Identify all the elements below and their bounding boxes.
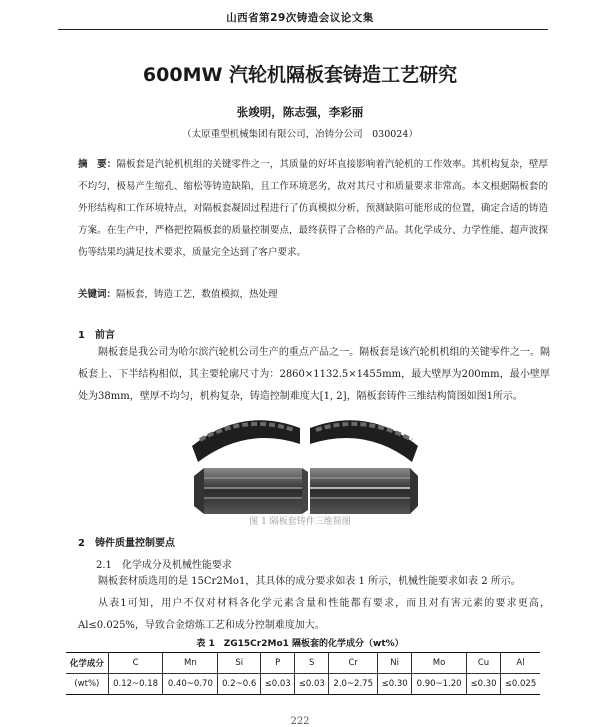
section-2-1-heading: 2.1 化学成分及机械性能要求	[96, 560, 232, 571]
table-cell: (wt%)	[66, 674, 108, 695]
paper-authors: 张竣明，陈志强，李彩丽	[236, 105, 364, 119]
table-header-cell: Cr	[329, 653, 378, 674]
table-cell: 0.40~0.70	[163, 674, 218, 695]
table-cell: ≤0.03	[295, 674, 329, 695]
table-header-cell: C	[108, 653, 163, 674]
running-header: 山西省第29次铸造会议论文集	[226, 12, 374, 24]
table-cell: ≤0.30	[466, 674, 500, 695]
page-number: 222	[290, 716, 310, 727]
table-header-cell: P	[261, 653, 295, 674]
table-row	[66, 674, 540, 695]
keywords-text: 隔板套，铸造工艺，数值模拟，热处理	[116, 289, 278, 300]
figure-1-image	[186, 410, 422, 518]
abstract	[78, 154, 548, 264]
table-header-cell: 化学成分	[66, 653, 108, 674]
section-1-paragraph: 隔板套是我公司为哈尔滨汽轮机公司生产的重点产品之一。隔板套是该汽轮机机组的关键零件之一。隔板套上、下半结构相似，其主要轮廓尺寸为：2860×1132.5×1455mm，最大壁厚为200mm，最小壁厚处为38mm，壁厚不均匀，机构复杂，铸造控制难度大[1, 2]，隔板套铸件三维结构简图如图1所示。	[78, 347, 550, 402]
table-cell: 0.2~0.6	[218, 674, 261, 695]
table-header-cell: Ni	[378, 653, 412, 674]
table-cell: ≤0.30	[378, 674, 412, 695]
table-header-cell: Al	[501, 653, 540, 674]
keywords	[78, 286, 548, 300]
section-2-heading: 2 铸件质量控制要点	[78, 538, 175, 549]
table-header-cell: Si	[218, 653, 261, 674]
header-rule	[58, 29, 548, 30]
table-cell: 0.12~0.18	[108, 674, 163, 695]
figure-1-caption: 图 1 隔板套铸件三维简图	[249, 517, 351, 527]
table-1-chemical-composition	[66, 652, 540, 695]
table-header-cell: S	[295, 653, 329, 674]
table-cell: ≤0.025	[501, 674, 540, 695]
table-cell: ≤0.03	[261, 674, 295, 695]
abstract-label: 摘 要：	[78, 159, 117, 170]
section-1-heading: 1 前言	[78, 330, 115, 341]
table-1-caption: 表 1 ZG15Cr2Mo1 隔板套的化学成分（wt%）	[196, 639, 404, 649]
section-2-paragraph-2: 从表1可知，用户不仅对材料各化学元素含量和性能都有要求，而且对有害元素的要求更高，Al≤0.025%，导致合金熔炼工艺和成分控制难度加大。	[78, 598, 550, 631]
abstract-text: 隔板套是汽轮机机组的关键零件之一，其质量的好坏直接影响着汽轮机的工作效率。其机构复杂，壁厚不均匀，极易产生缩孔、缩松等铸造缺陷，且工作环境恶劣，故对其尺寸和质量要求非常高。本文根据隔板套的外形结构和工作环境特点，对隔板套凝固过程进行了仿真模拟分析，预测缺陷可能形成的位置，确定合适的铸造方案。在生产中，严格把控隔板套的质量控制要点，最终获得了合格的产品。其化学成分、力学性能、超声波探伤等结果均满足技术要求，质量完全达到了客户要求。	[78, 159, 548, 258]
table-cell: 2.0~2.75	[329, 674, 378, 695]
table-header-cell: Mn	[163, 653, 218, 674]
keywords-label: 关键词：	[78, 289, 117, 300]
paper-title: 600MW 汽轮机隔板套铸造工艺研究	[142, 64, 458, 86]
table-header-row	[66, 653, 540, 674]
paper-affiliation: （太原重型机械集团有限公司，冶铸分公司 030024）	[182, 129, 418, 140]
table-cell: 0.90~1.20	[412, 674, 467, 695]
table-header-cell: Cu	[466, 653, 500, 674]
table-header-cell: Mo	[412, 653, 467, 674]
section-2-paragraph-1: 隔板套材质选用的是 15Cr2Mo1，其具体的成分要求如表 1 所示，机械性能要求如表 2 所示。	[98, 576, 521, 587]
